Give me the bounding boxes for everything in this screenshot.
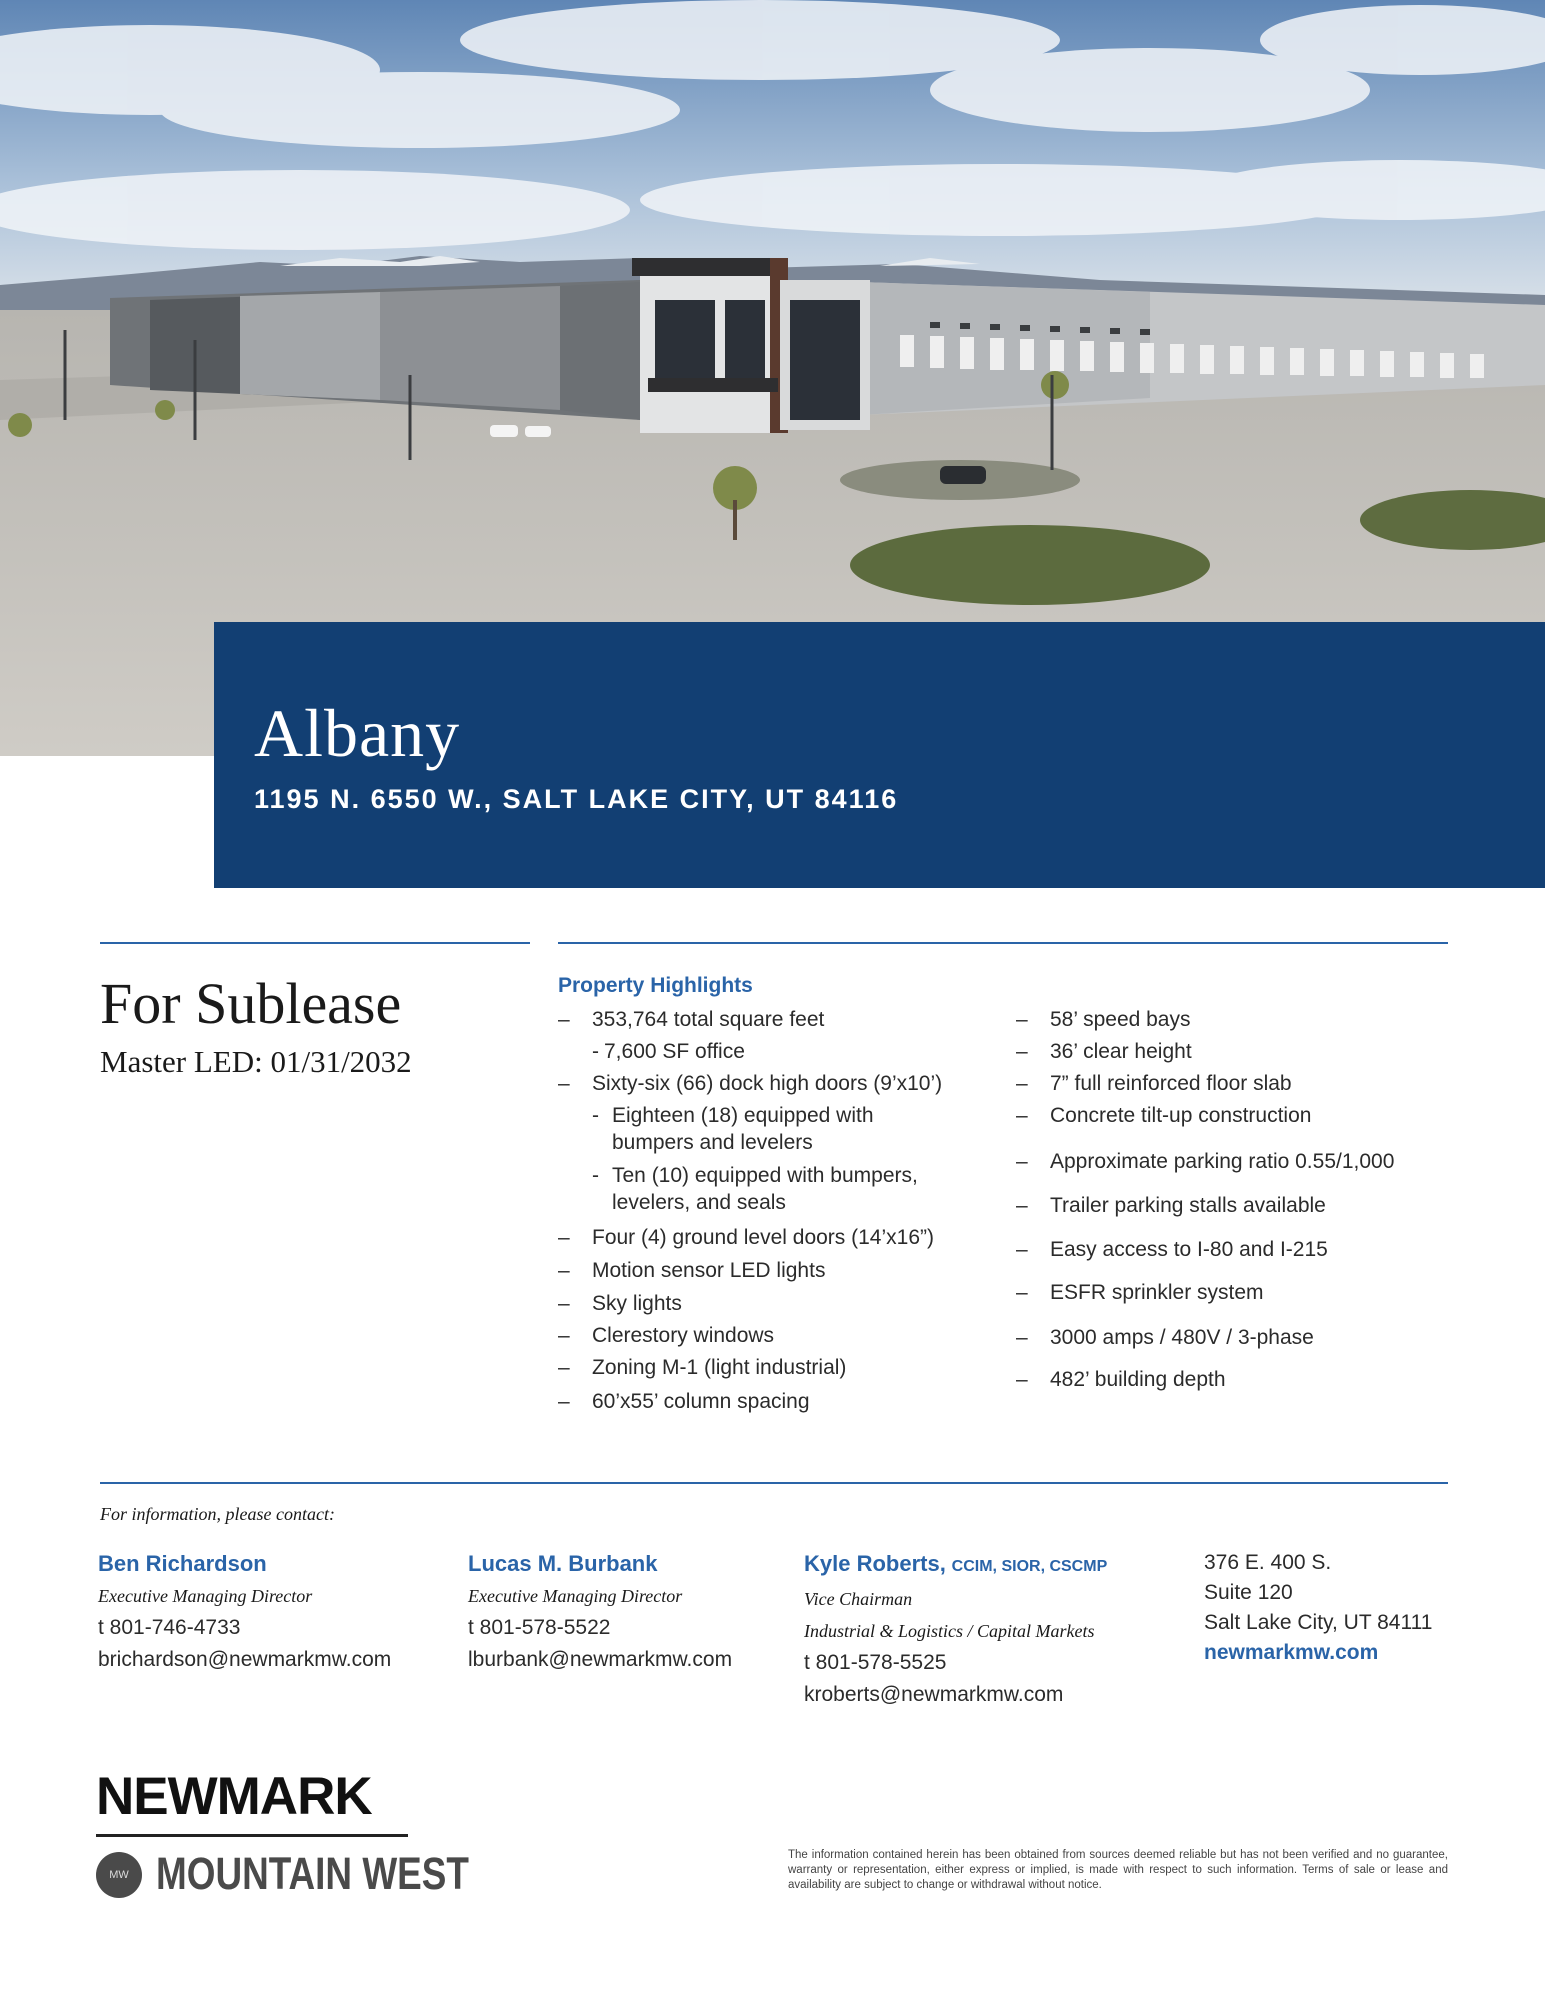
contact-title: Executive Managing Director bbox=[98, 1586, 313, 1606]
title-band bbox=[214, 622, 1545, 888]
contact-email[interactable]: kroberts@newmarkmw.com bbox=[804, 1683, 1064, 1706]
contact-name: Kyle Roberts, bbox=[804, 1551, 946, 1576]
divider-right bbox=[558, 942, 1448, 944]
legal-disclaimer: The information contained herein has been obtained from sources deemed reliable but has not been verified and no guarantee, warranty or representation, either express or implied, is made with respect to such information. Terms of sale or lease and availability are subject to change or withdrawal without notice. bbox=[788, 1849, 1448, 1891]
contact-lucas-burbank bbox=[468, 1548, 732, 1676]
contact-kyle-roberts bbox=[804, 1548, 1107, 1711]
contact-phone[interactable]: t 801-578-5525 bbox=[804, 1651, 947, 1674]
divider-contacts bbox=[100, 1482, 1448, 1484]
contact-email[interactable]: brichardson@newmarkmw.com bbox=[98, 1648, 392, 1671]
contact-intro: For information, please contact: bbox=[100, 1504, 335, 1524]
landscape-island bbox=[850, 525, 1210, 605]
contact-title: Vice Chairman bbox=[804, 1589, 913, 1609]
address-line: Salt Lake City, UT 84111 bbox=[1204, 1611, 1433, 1634]
newmark-logo: NEWMARK bbox=[96, 1767, 372, 1826]
address-line: Suite 120 bbox=[1204, 1581, 1293, 1604]
contact-phone[interactable]: t 801-746-4733 bbox=[98, 1616, 241, 1639]
logo-divider bbox=[96, 1834, 408, 1837]
divider-left bbox=[100, 942, 530, 944]
lease-type-title: For Sublease bbox=[100, 971, 402, 1036]
highlights-heading: Property Highlights bbox=[558, 974, 753, 997]
contact-title: Executive Managing Director bbox=[468, 1586, 683, 1606]
office-address bbox=[1204, 1548, 1432, 1668]
master-led: Master LED: 01/31/2032 bbox=[100, 1044, 412, 1079]
contact-credentials: CCIM, SIOR, CSCMP bbox=[951, 1558, 1108, 1575]
property-address: 1195 N. 6550 W., SALT LAKE CITY, UT 84116 bbox=[254, 784, 899, 814]
contact-phone[interactable]: t 801-578-5522 bbox=[468, 1616, 611, 1639]
contact-name: Ben Richardson bbox=[98, 1551, 267, 1576]
mw-badge-icon: MW bbox=[96, 1852, 142, 1898]
property-name: Albany bbox=[254, 695, 461, 771]
contact-email[interactable]: lburbank@newmarkmw.com bbox=[468, 1648, 733, 1671]
contact-name: Lucas M. Burbank bbox=[468, 1551, 658, 1576]
website-link[interactable]: newmarkmw.com bbox=[1204, 1641, 1379, 1664]
contact-ben-richardson bbox=[98, 1548, 391, 1676]
mountain-west-logo: MOUNTAIN WEST bbox=[156, 1848, 469, 1899]
address-line: 376 E. 400 S. bbox=[1204, 1551, 1332, 1574]
contact-title-secondary: Industrial & Logistics / Capital Markets bbox=[804, 1621, 1095, 1641]
